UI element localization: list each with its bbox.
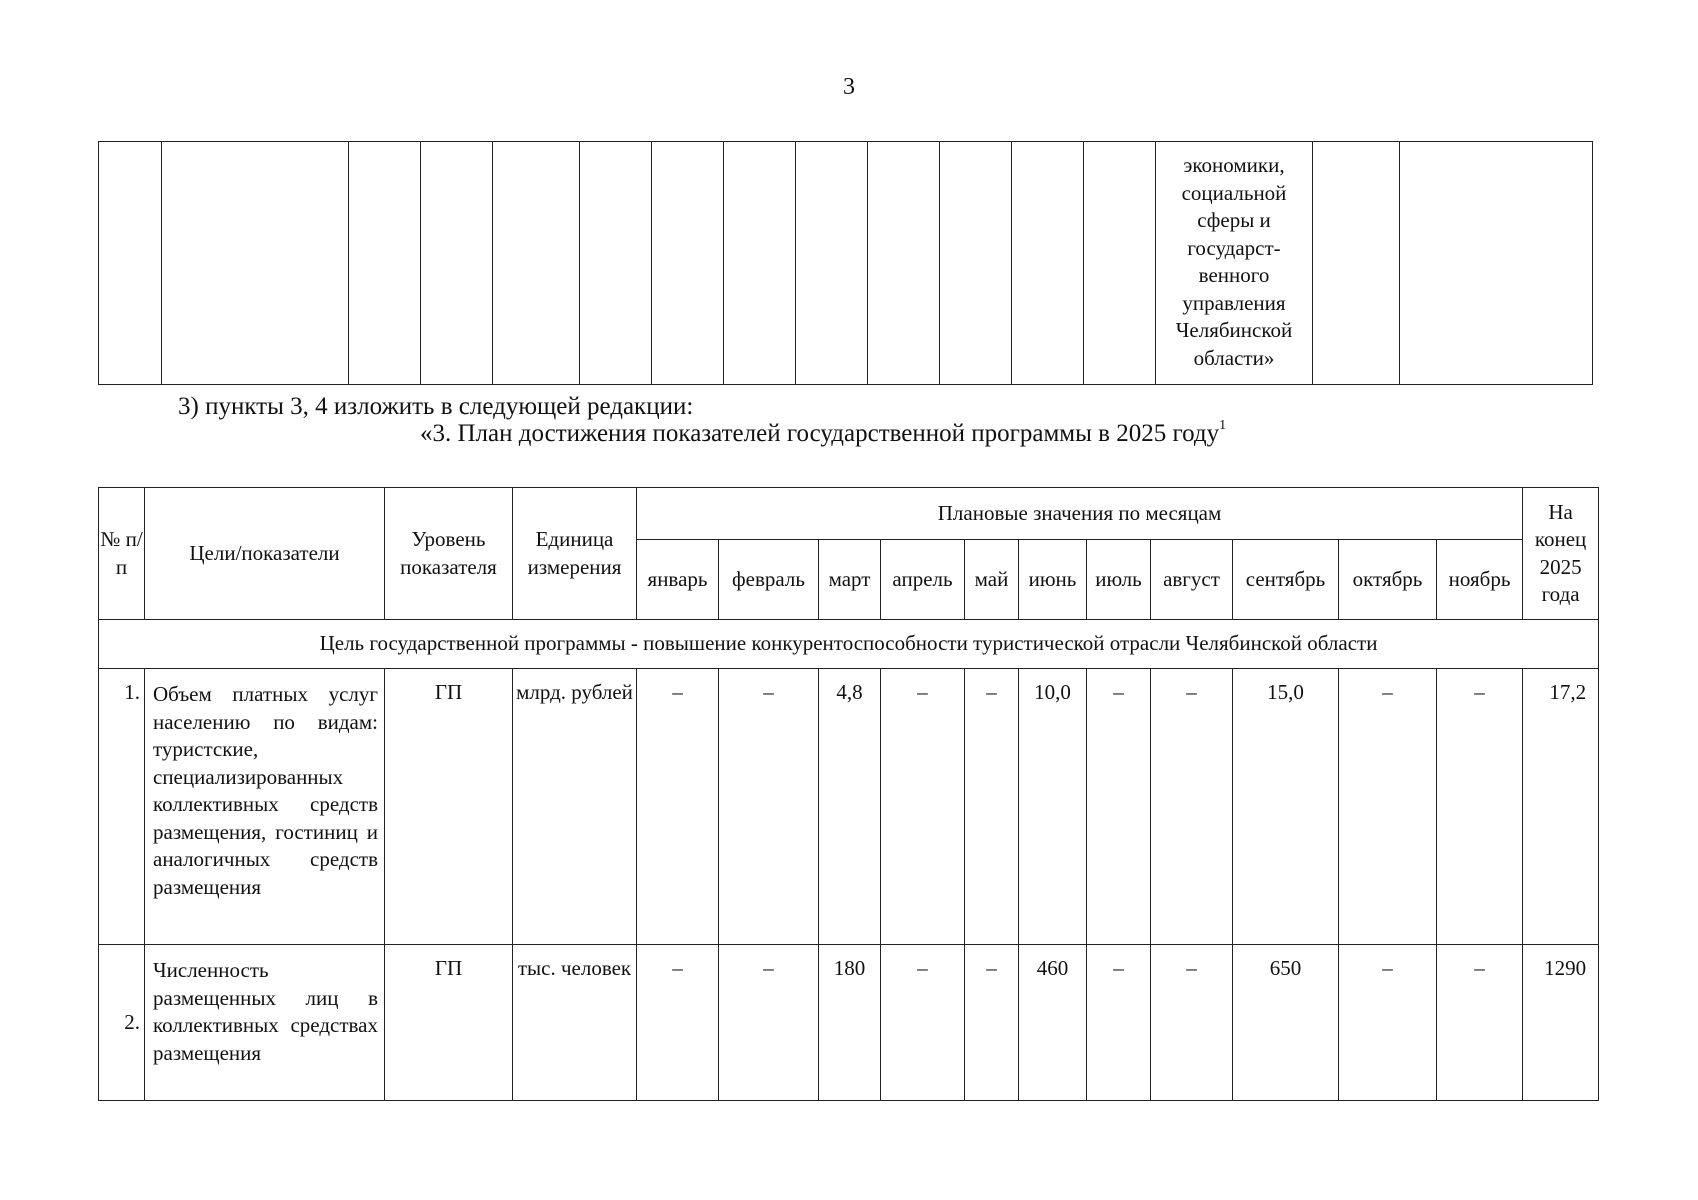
row-unit: тыс. человек xyxy=(513,945,637,1101)
month-february: февраль xyxy=(719,540,819,620)
value-august: – xyxy=(1151,669,1233,945)
month-march: март xyxy=(819,540,881,620)
table-cell xyxy=(1313,142,1400,385)
month-january: январь xyxy=(637,540,719,620)
continuation-row xyxy=(99,142,1593,385)
footnote-marker: 1 xyxy=(1219,418,1227,433)
month-november: ноябрь xyxy=(1437,540,1523,620)
header-goals: Цели/показатели xyxy=(145,488,385,620)
table-cell xyxy=(1084,142,1156,385)
page-number: 3 xyxy=(843,74,855,100)
row-unit: млрд. рублей xyxy=(513,669,637,945)
row-level: ГП xyxy=(385,945,513,1101)
value-september: 15,0 xyxy=(1233,669,1339,945)
header-row xyxy=(99,488,1599,540)
table-cell xyxy=(99,142,162,385)
table-cell xyxy=(493,142,580,385)
table-cell xyxy=(796,142,868,385)
instruction-text: 3) пункты 3, 4 изложить в следующей редакции: xyxy=(178,393,694,420)
header-unit: Единица измерения xyxy=(513,488,637,620)
table-cell xyxy=(652,142,724,385)
header-num: № п/п xyxy=(99,488,145,620)
value-january: – xyxy=(637,945,719,1101)
continuation-text xyxy=(1156,142,1313,385)
table-cell xyxy=(162,142,349,385)
row-num: 2. xyxy=(99,945,145,1101)
value-may: – xyxy=(965,945,1019,1101)
value-november: – xyxy=(1437,669,1523,945)
text-line: сферы и xyxy=(1197,208,1271,232)
value-october: – xyxy=(1339,945,1437,1101)
text-line: области» xyxy=(1193,345,1275,370)
value-march: 180 xyxy=(819,945,881,1101)
value-july: – xyxy=(1087,669,1151,945)
month-april: апрель xyxy=(881,540,965,620)
table-cell xyxy=(1012,142,1084,385)
text-line: Челябинской xyxy=(1175,318,1293,342)
value-january: – xyxy=(637,669,719,945)
text-line: венного xyxy=(1198,263,1270,287)
value-april: – xyxy=(881,945,965,1101)
section-title-text: «3. План достижения показателей государственной программы в 2025 году xyxy=(420,420,1220,447)
month-august: август xyxy=(1151,540,1233,620)
value-february: – xyxy=(719,945,819,1101)
text-line: социальной xyxy=(1181,180,1287,205)
month-july: июль xyxy=(1087,540,1151,620)
table-cell xyxy=(580,142,652,385)
goal-text: Цель государственной программы - повышение конкурентоспособности туристической отрасли Челябинской области xyxy=(99,620,1599,669)
row-indicator: Численность размещенных лиц в коллективных средствах размещения xyxy=(145,945,385,1101)
text-line: экономики, xyxy=(1183,153,1285,177)
text-line: управления xyxy=(1182,290,1286,315)
value-end: 1290 xyxy=(1523,945,1599,1101)
header-level: Уровень показателя xyxy=(385,488,513,620)
header-monthly: Плановые значения по месяцам xyxy=(637,488,1523,540)
row-indicator: Объем платных услуг населению по видам: туристские, специализированных коллективных средств размещения, гостиниц и аналогичных средств размещения xyxy=(145,669,385,945)
value-july: – xyxy=(1087,945,1151,1101)
table-row xyxy=(99,945,1599,1101)
value-june: 10,0 xyxy=(1019,669,1087,945)
value-end: 17,2 xyxy=(1523,669,1599,945)
value-november: – xyxy=(1437,945,1523,1101)
goal-row xyxy=(99,620,1599,669)
text-line: государст- xyxy=(1187,235,1281,260)
month-may: май xyxy=(965,540,1019,620)
value-september: 650 xyxy=(1233,945,1339,1101)
table-cell xyxy=(940,142,1012,385)
table-cell xyxy=(868,142,940,385)
section-title xyxy=(420,418,1226,448)
table-cell xyxy=(421,142,493,385)
table-cell xyxy=(349,142,421,385)
table-cell xyxy=(724,142,796,385)
value-march: 4,8 xyxy=(819,669,881,945)
row-num: 1. xyxy=(99,669,145,945)
value-february: – xyxy=(719,669,819,945)
row-level: ГП xyxy=(385,669,513,945)
plan-table xyxy=(98,487,1599,1101)
value-june: 460 xyxy=(1019,945,1087,1101)
month-june: июнь xyxy=(1019,540,1087,620)
month-september: сентябрь xyxy=(1233,540,1339,620)
value-may: – xyxy=(965,669,1019,945)
table-row xyxy=(99,669,1599,945)
header-end: На конец 2025 года xyxy=(1523,488,1599,620)
table-cell xyxy=(1400,142,1593,385)
value-august: – xyxy=(1151,945,1233,1101)
month-october: октябрь xyxy=(1339,540,1437,620)
value-october: – xyxy=(1339,669,1437,945)
continuation-table xyxy=(98,141,1593,385)
value-april: – xyxy=(881,669,965,945)
